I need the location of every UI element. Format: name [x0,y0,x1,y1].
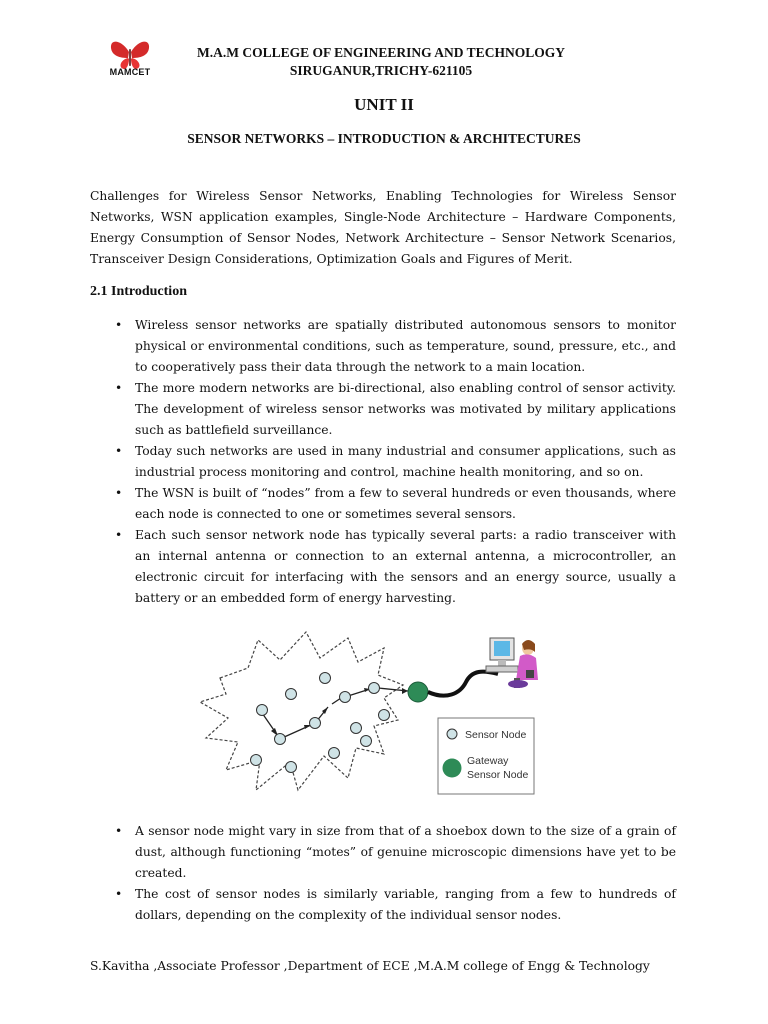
network-boundary [200,632,403,790]
gateway-cable [428,672,498,696]
list-item-text: The WSN is built of “nodes” from a few to several hundreds or even thousands, where each node is connected to one or sometimes several sensors. [135,486,676,521]
legend-gateway-label-2: Sensor Node [467,769,529,781]
gateway-node [408,682,428,702]
legend-sensor-label: Sensor Node [465,729,527,741]
list-item-text: Today such networks are used in many industrial and consumer applications, such as industrial process monitoring and control, machine health monitoring, and so on. [135,444,676,479]
intro-bullet-list [90,315,676,609]
unit-title: UNIT II [354,95,414,114]
college-address: SIRUGANUR,TRICHY-621105 [289,63,473,78]
bullet-icon: • [115,824,123,838]
list-item [90,525,676,609]
unit-subtitle: SENSOR NETWORKS – INTRODUCTION & ARCHITECTURES [187,131,581,146]
page-footer: S.Kavitha ,Associate Professor ,Department of ECE ,M.A.M college of Engg & Technology [90,959,650,973]
sensor-node [257,705,268,716]
list-item [90,483,676,525]
sensor-node [275,734,286,745]
list-item-text: Each such sensor network node has typically several parts: a radio transceiver with an internal antenna or connection to an external antenna, a microcontroller, an electronic circuit for interfacing with the sensors and an energy source, usually a battery or an embedded form of energy harvesting. [135,528,676,605]
bullet-icon: • [115,444,123,458]
bullet-icon: • [115,318,123,332]
sensor-node [361,736,372,747]
list-item-text: The more modern networks are bi-directional, also enabling control of sensor activity. The development of wireless sensor networks was motivated by military applications such as battlefield surveillance. [135,381,676,437]
sensor-node [379,710,390,721]
section-heading: 2.1 Introduction [90,284,187,299]
list-item-text: A sensor node might vary in size from that of a shoebox down to the size of a grain of dust, although functioning “motes” of genuine microscopic dimensions have yet to be created. [135,824,676,880]
sensor-node [340,692,351,703]
legend-sensor-swatch [447,729,457,739]
list-item-text: Wireless sensor networks are spatially distributed autonomous sensors to monitor physical or environmental conditions, such as temperature, sound, pressure, etc., and to cooperatively pass their data through the network to a main location. [135,318,676,374]
college-name: M.A.M COLLEGE OF ENGINEERING AND TECHNOLOGY [197,45,565,60]
logo-text: MAMCET [109,67,151,77]
bullet-icon: • [115,887,123,901]
sensor-network-figure [198,630,538,800]
summary-paragraph: Challenges for Wireless Sensor Networks, Enabling Technologies for Wireless Sensor Networks, WSN application examples, Single-Node Architecture – Hardware Components, Energy Consumption of Sensor Nodes, Network Architecture – Sensor Network Scenarios, Transceiver Design Considerations, Optimization Goals and Figures of Merit. [90,189,676,266]
bullet-icon: • [115,486,123,500]
list-item [90,821,676,884]
list-item [90,315,676,378]
list-item [90,884,676,926]
bullet-icon: • [115,528,123,542]
sensor-node [286,689,297,700]
sensor-node [310,718,321,729]
sensor-node [251,755,262,766]
list-item-text: The cost of sensor nodes is similarly variable, ranging from a few to hundreds of dollars, depending on the complexity of the individual sensor nodes. [135,887,676,922]
size-cost-bullet-list [90,821,676,926]
sensor-node [320,673,331,684]
legend-gateway-label-1: Gateway [467,755,509,767]
legend-gateway-swatch [443,759,462,778]
sensor-node [351,723,362,734]
user-computer-icon [486,638,538,688]
sensor-node [286,762,297,773]
sensor-node [369,683,380,694]
bullet-icon: • [115,381,123,395]
list-item [90,378,676,441]
list-item [90,441,676,483]
sensor-node [329,748,340,759]
